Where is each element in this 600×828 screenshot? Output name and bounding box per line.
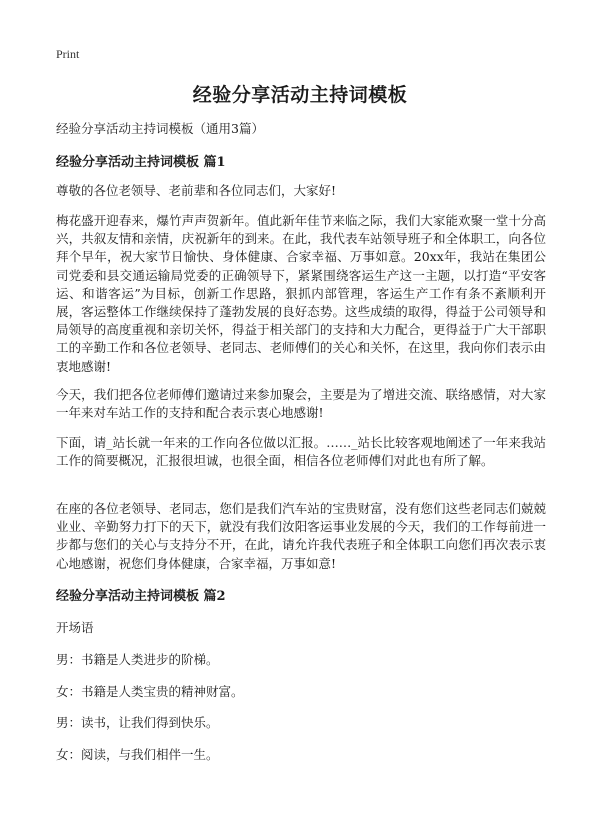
section-2-line-3: 女：书籍是人类宝贵的精神财富。 — [56, 684, 244, 699]
section-2-line-4: 男：读书，让我们得到快乐。 — [56, 715, 219, 730]
print-link[interactable]: Print — [56, 47, 80, 61]
section-2-heading: 经验分享活动主持词模板 篇2 — [56, 589, 226, 604]
section-1-paragraph-3: 今天，我们把各位老师傅们邀请过来参加聚会，主要是为了增进交流、联络感情，对大家一年来对车站工作的支持和配合表示衷心地感谢! — [56, 387, 546, 421]
section-2-line-2: 男：书籍是人类进步的阶梯。 — [56, 652, 219, 667]
section-1-greeting: 尊敬的各位老领导、老前辈和各位同志们，大家好! — [56, 183, 337, 198]
document-subtitle: 经验分享活动主持词模板（通用3篇） — [56, 121, 264, 136]
section-1-paragraph-4: 下面，请_站长就一年来的工作向各位做以汇报。……_站长比较客观地阐述了一年来我站工作的简要概况，汇报很坦诚，也很全面，相信各位老师傅们对此也有所了解。 — [56, 435, 546, 469]
section-1-paragraph-2: 梅花盛开迎春来，爆竹声声贺新年。值此新年佳节来临之际，我们大家能欢聚一堂十分高兴，共叙友情和亲情，庆祝新年的到来。在此，我代表车站领导班子和全体职工，向各位拜个早年，祝大家节日愉快、身体健康、合家幸福、万事如意。20xx年，我站在集团公司党委和县交通运输局党委的正确领导下，紧紧围绕客运生产这一主题，以打造“平安客运、和谐客运”为目标，创新工作思路，狠抓内部管理，客运生产工作有条不紊顺利开展，客运整体工作继续保持了蓬勃发展的良好态势。这些成绩的取得，得益于公司领导和局领导的高度重视和亲切关怀，得益于相关部门的支持和大力配合，更得益于广大干部职工的辛勤工作和各位老领导、老同志、老师傅们的关心和关怀，在这里，我向你们表示由衷地感谢! — [56, 213, 546, 374]
section-1-paragraph-5: 在座的各位老领导、老同志，您们是我们汽车站的宝贵财富，没有您们这些老同志们兢兢业业、辛勤努力打下的天下，就没有我们汝阳客运事业发展的今天，我们的工作每前进一步都与您们的关心与支持分不开，在此，请允许我代表班子和全体职工向您们再次表示衷心地感谢，祝您们身体健康，合家幸福，万事如意! — [56, 501, 546, 571]
document-title: 经验分享活动主持词模板 — [192, 84, 408, 106]
section-1-heading: 经验分享活动主持词模板 篇1 — [56, 155, 226, 170]
section-2-line-1: 开场语 — [56, 620, 94, 635]
section-2-line-5: 女：阅读，与我们相伴一生。 — [56, 747, 219, 762]
